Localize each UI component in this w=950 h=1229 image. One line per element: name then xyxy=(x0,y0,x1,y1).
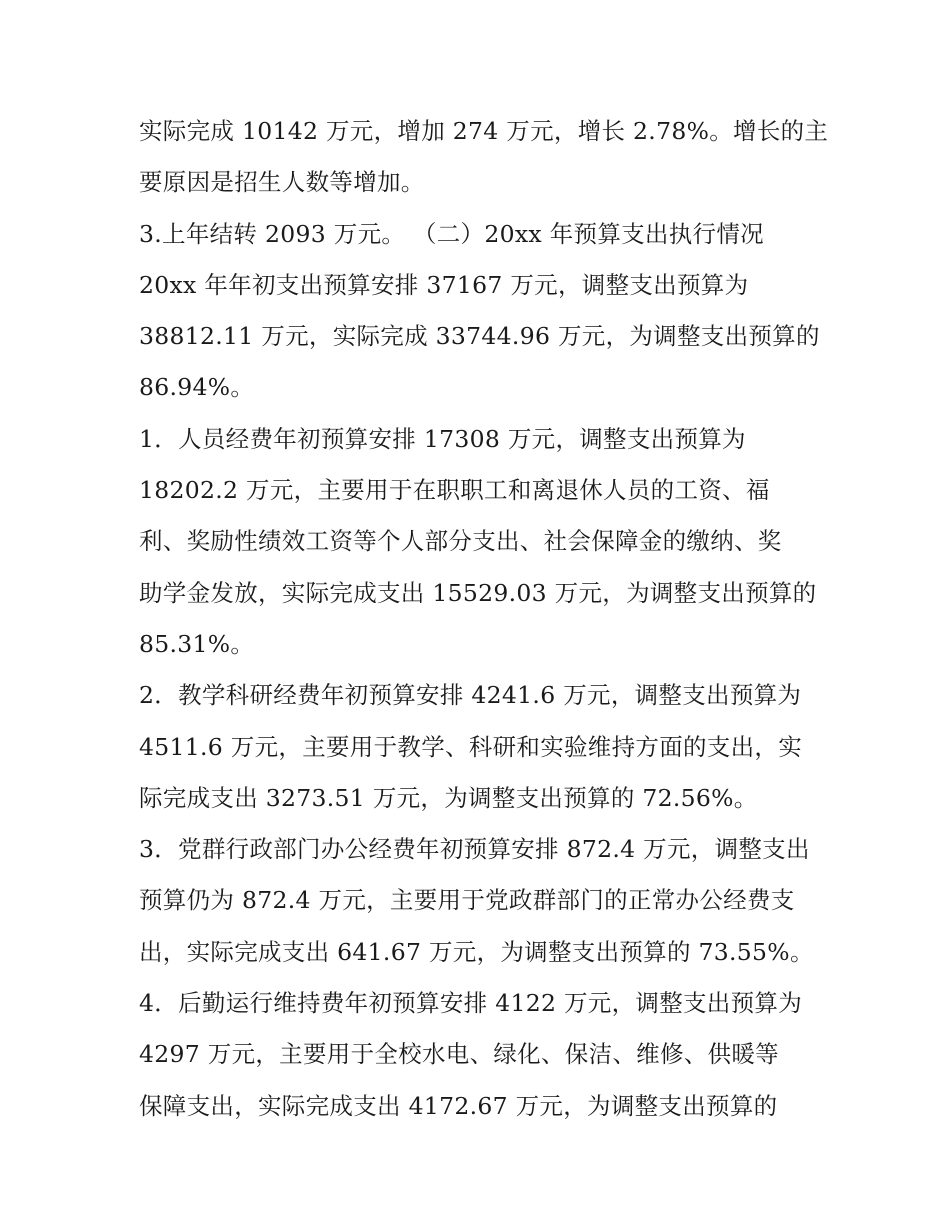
text-line: 4511.6 万元，主要用于教学、科研和实验维持方面的支出，实 xyxy=(139,732,802,761)
text-line: 20xx 年年初支出预算安排 37167 万元，调整支出预算为 xyxy=(139,270,749,299)
text-line: 预算仍为 872.4 万元，主要用于党政群部门的正常办公经费支 xyxy=(139,886,795,915)
text-line: 38812.11 万元，实际完成 33744.96 万元，为调整支出预算的 xyxy=(139,322,820,351)
text-line: 2．教学科研经费年初预算安排 4241.6 万元，调整支出预算为 xyxy=(139,681,802,710)
text-line: 助学金发放，实际完成支出 15529.03 万元，为调整支出预算的 xyxy=(139,578,817,607)
text-line: 要原因是招生人数等增加。 xyxy=(139,168,425,197)
text-line: 3．党群行政部门办公经费年初预算安排 872.4 万元，调整支出 xyxy=(139,835,810,864)
text-line: 18202.2 万元，主要用于在职职工和离退休人员的工资、福 xyxy=(139,476,770,505)
text-line: 85.31%。 xyxy=(139,629,255,658)
text-line: 利、奖励性绩效工资等个人部分支出、社会保障金的缴纳、奖 xyxy=(139,527,782,556)
text-line: 际完成支出 3273.51 万元，为调整支出预算的 72.56%。 xyxy=(139,783,758,812)
text-line: 3.上年结转 2093 万元。 （二）20xx 年预算支出执行情况 xyxy=(139,219,764,248)
text-line: 1．人员经费年初预算安排 17308 万元，调整支出预算为 xyxy=(139,424,746,453)
text-line: 实际完成 10142 万元，增加 274 万元，增长 2.78%。增长的主 xyxy=(139,117,829,145)
text-line: 出，实际完成支出 641.67 万元，为调整支出预算的 73.55%。 xyxy=(139,937,814,966)
text-line: 4．后勤运行维持费年初预算安排 4122 万元，调整支出预算为 xyxy=(139,989,802,1018)
text-line: 4297 万元，主要用于全校水电、绿化、保洁、维修、供暖等 xyxy=(139,1040,779,1069)
text-line: 86.94%。 xyxy=(139,373,255,402)
text-line: 保障支出，实际完成支出 4172.67 万元，为调整支出预算的 xyxy=(139,1091,778,1120)
document-body xyxy=(139,106,829,1132)
